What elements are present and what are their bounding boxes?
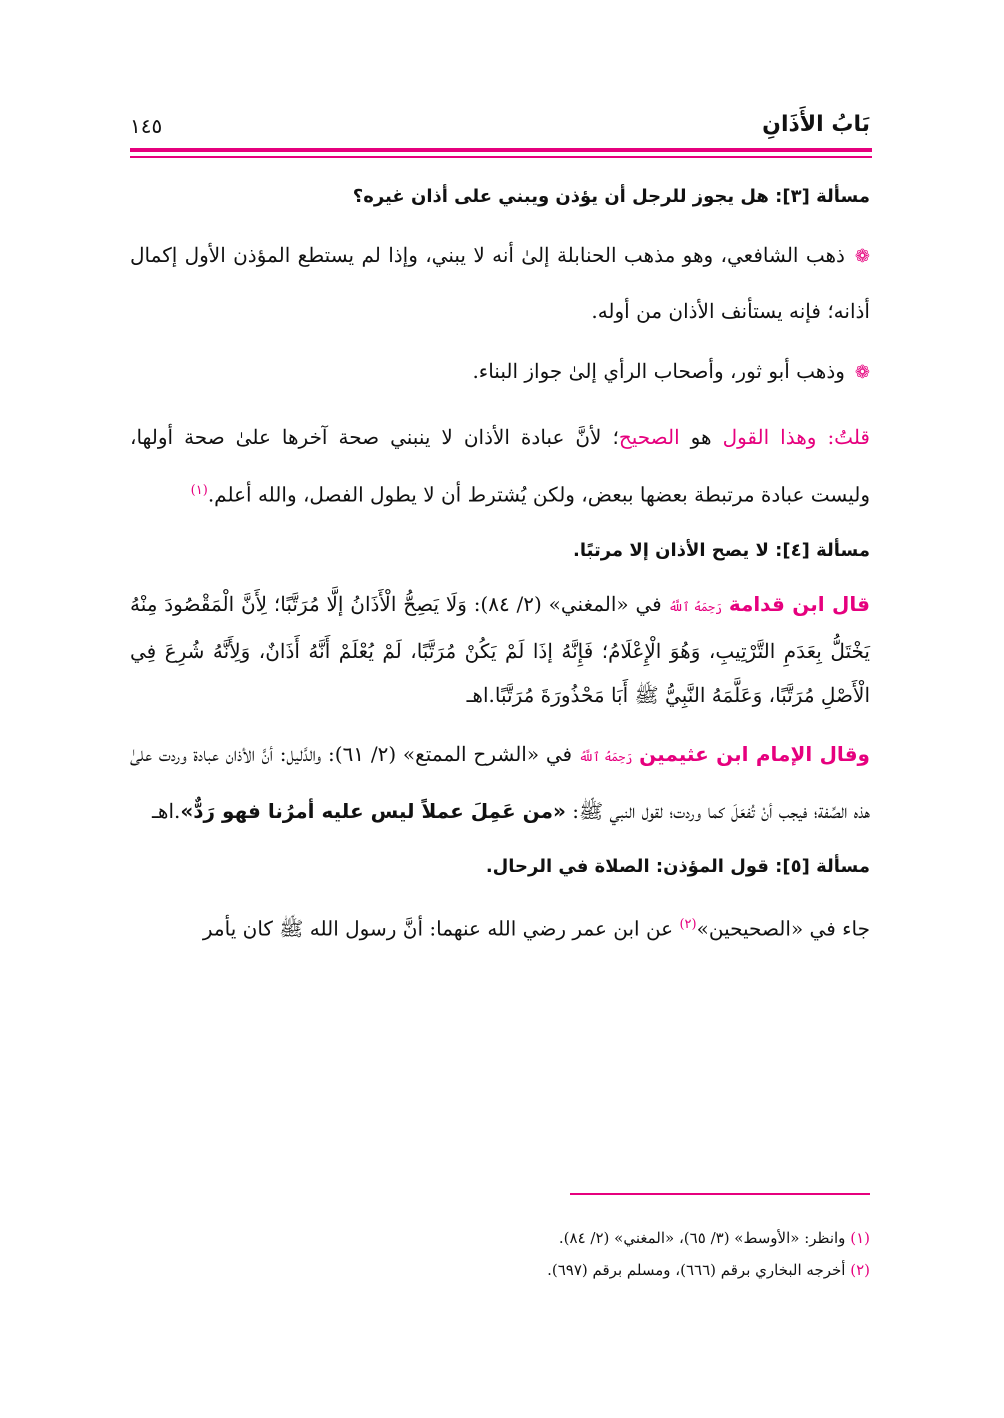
header-rule-thick [130, 148, 872, 152]
conclusion-lead: قلتُ: وهذا القول [722, 425, 870, 449]
chapter-title: بَابُ الأَذَانِ [762, 112, 870, 137]
q5-text: جاء في «الصحيحين» [696, 916, 870, 941]
quote-ibn-qudama [130, 582, 870, 717]
bullet-text-1: ذهب الشافعي، وهو مذهب الحنابلة إلىٰ أنه لا يبني، وإذا لم يستطع المؤذن الأول إكمال أذانه؛ فإنه يستأنف الأذان من أوله. [130, 243, 870, 323]
footnote-number-1: (١) [850, 1229, 870, 1247]
honorific-2: رَحِمَهُ ٱللَّهُ [578, 749, 633, 764]
flower-bullet-icon: ❁ [854, 246, 870, 267]
footnote-number-2: (٢) [850, 1261, 870, 1279]
q5-text-2: عن ابن عمر رضي الله عنهما: أنَّ رسول الله ﷺ كان يأمر [202, 916, 674, 941]
question-5-heading: مسألة [٥]: قول المؤذن: الصلاة في الرحال. [485, 855, 870, 877]
question-3-heading: مسألة [٣]: هل يجوز للرجل أن يؤذن ويبني على أذان غيره؟ [352, 186, 870, 207]
running-header [130, 112, 870, 146]
conclusion-text: ؛ لأنَّ عبادة الأذان لا ينبني صحة آخرها علىٰ صحة أولها، وليست عبادة مرتبطة بعضها ببعض، ولكن يُشترط أن لا يطول الفصل، والله أعلم. [130, 425, 870, 507]
footnote-ref-2[interactable]: (٢) [679, 916, 697, 932]
conclusion-correct: الصحيح [618, 425, 680, 449]
bullet-paragraph-1 [130, 228, 870, 338]
conclusion-paragraph [130, 410, 870, 522]
footnote-ref-1[interactable]: (١) [190, 483, 208, 498]
footnotes [130, 1222, 870, 1286]
quote-text-1: في «المغني» (٢/ ٨٤): وَلَا يَصِحُّ الْأَذَانُ إلَّا مُرَتَّبًا؛ لِأَنَّ الْمَقْصُودَ مِنْهُ يَخْتَلُّ بِعَدَمِ التَّرْتِيبِ، وَهُوَ الْإِعْلَامُ؛ فَإِنَّهُ إذَا لَمْ يَكُنْ مُرَتَّبًا، لَمْ يُعْلَمْ أَنَّهُ أَذَانٌ، وَلِأَنَّهُ شُرِعَ فِي الْأَصْلِ مُرَتَّبًا، وَعَلَّمَهُ النَّبِيُّ ﷺ أَبَا مَحْذُورَةَ مُرَتَّبًا.اهـ [130, 591, 870, 707]
quote-author-1: قال ابن قدامة [728, 591, 870, 616]
page-body [130, 168, 870, 955]
footnote-text-1: وانظر: «الأوسط» (٣/ ٦٥)، «المغني» (٢/ ٨٤). [558, 1229, 846, 1247]
page-number: ١٤٥ [130, 114, 163, 138]
quote-ibn-uthaymeen [130, 727, 870, 838]
hadith-text: «من عَمِلَ عملاً ليس عليه أمرُنا فهو رَدٌّ» [180, 798, 566, 823]
honorific-1: رَحِمَهُ ٱللَّهُ [668, 599, 722, 614]
footnote-text-2: أخرجه البخاري برقم (٦٦٦)، ومسلم برقم (٦٩٧). [547, 1261, 846, 1279]
quote-text-2: في «الشرح الممتع» (٢/ ٦١): والدَّليل: أنَّ الأذان عبادة وردت علىٰ هذه الصِّفة؛ فيجب أنْ تُفعَلَ كما وردت؛ لقول النبي ﷺ: [130, 741, 870, 823]
bullet-text-2: وذهب أبو ثور، وأصحاب الرأي إلىٰ جواز البناء. [472, 359, 845, 383]
footnote-2 [130, 1254, 870, 1286]
bullet-paragraph-2 [130, 344, 870, 400]
hadith-end: .اهـ [152, 798, 181, 823]
q5-paragraph [130, 898, 870, 956]
footnote-1 [130, 1222, 870, 1254]
header-rule-thin [130, 156, 872, 158]
footnote-separator [570, 1193, 870, 1195]
quote-author-2: وقال الإمام ابن عثيمين [639, 741, 870, 766]
flower-bullet-icon: ❁ [854, 362, 870, 383]
question-4-heading: مسألة [٤]: لا يصح الأذان إلا مرتبًا. [573, 539, 870, 561]
conclusion-mid: هو [690, 425, 712, 449]
